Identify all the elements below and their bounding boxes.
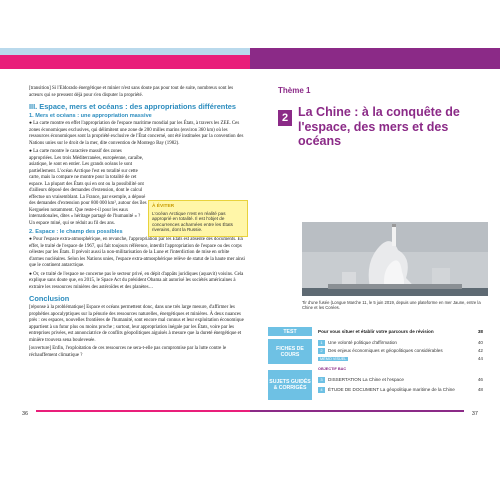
toc-fiche-1-number: 1 xyxy=(318,340,325,346)
subsection-2-title: 2. Espace : le champ des possibles xyxy=(29,229,123,235)
photo-caption: Tir d'une fusée (Longue Marche 11, le 5 juin 2019, depuis une plateforme en mer Jaune, entre la Chine et les Corées. xyxy=(302,300,481,311)
toc-memo[interactable] xyxy=(318,356,483,363)
chapter-number: 2 xyxy=(278,110,292,126)
transition-paragraph: [transition] Si l'Eldorado énergétique et minier n'est sans doute pas pour tout de suite, nombreux sont les acteurs qui se pressent déjà pour s'en disputer la propriété. xyxy=(29,86,234,98)
section-title: III. Espace, mers et océans : des appropriations différentes xyxy=(29,102,237,111)
toc-test-line-page: 38 xyxy=(477,329,483,334)
left-page-number: 36 xyxy=(22,411,29,417)
avoid-note-heading: À ÉVITER xyxy=(152,204,175,209)
toc-objectif-bac: OBJECTIF BAC xyxy=(318,367,347,371)
paragraph-1: ● La carte montre en effet l'appropriation de l'espace maritime mondial par les États, à travers les ZEE. Ces zones économiques exclusives, qui délimitent une zone de 200 milles marins (environ 360 km) où les ressources économiques sont la propriété exclusive de l'État concerné, ont été instituées par la convention des Nations unies sur le droit de la mer, dite convention de Montego Bay (1982). xyxy=(29,121,244,146)
toc-sujet-2-label: ÉTUDE DE DOCUMENT La géopolitique maritime de la Chine xyxy=(328,387,455,392)
avoid-note-box xyxy=(148,200,248,237)
toc-memo-page: 44 xyxy=(477,356,483,361)
toc-test-line-label: Pour vous situer et établir votre parcours de révision xyxy=(318,329,434,334)
chapter-title: La Chine : à la conquête de l'espace, des mers et des océans xyxy=(298,105,460,148)
rocket-launch-photo xyxy=(302,222,488,296)
rocket-photo-illustration xyxy=(302,222,488,296)
toc-fiche-2-label: Des enjeux économiques et géopolitiques considérables xyxy=(328,348,443,353)
toc-sujet-1-label: DISSERTATION La Chine et l'espace xyxy=(328,377,404,382)
subsection-1-title: 1. Mers et océans : une appropriation massive xyxy=(29,113,152,119)
toc-sujet-2-page: 48 xyxy=(477,387,483,392)
left-top-band xyxy=(0,48,250,55)
paragraph-5: [réponse à la problématique] Espace et océans permettent donc, dans une très large mesure, d'affirmer les prophéties apocalyptiques sur la pénurie des ressources naturelles, énergétiques et minières. À deux nuances près : ces espaces, nouvelles frontières de l'humanité, sont encore mal connus et leur exploitation économique appartient à un futur plus ou moins proche ; surtout, leur appropriation inégale par les États, voire par les entreprises privées, est annonciatrice de conflits géopolitiques aiguisés à mesure que la dureté énergétique et minière trouvera sena boulevesée. xyxy=(29,305,244,343)
paragraph-3: ● Pour l'espace extra-atmosphérique, en revanche, l'appropriation par les États est absente des documents. En effet, le traité de l'espace de 1967, qui fait toujours référence, interdit l'appropriation de l'espace ou des corps célestes par les États. Il prévoit aussi la non-militarisation de la Lune et l'interdiction de mise en orbite d'armes nucléaires. Selon les Nations unies, l'espace extra-atmosphérique relève de statut de la haute mer ainsi que le continent antarctique. xyxy=(29,237,245,268)
toc-test-line[interactable] xyxy=(318,329,483,335)
toc-sujet-2[interactable] xyxy=(318,387,483,393)
right-bottom-bar xyxy=(250,410,464,412)
avoid-note-text: L'océan Arctique n'est en réalité pas approprié en totalité. Il est l'objet de concurrences acharnées entre les États riverains, dont la Russie. xyxy=(152,210,233,233)
left-bottom-bar xyxy=(36,410,250,412)
right-top-purple-bar xyxy=(250,48,500,69)
paragraph-2: ● La carte montre le caractère massif des zones appropriées. Les trois Méditerranées, européenne, caraïbe, asiatique, le sont en entier. Les grands océans le sont partiellement. L'océan Arctique l'est en totalité sur cette carte, mais la compare ne montre pour la totalité de cet espace. La plupart des États qui en ont ou la possibilité ont d'ailleurs déposé des demandes d'extension, dont le calcul effectue un vraisemblant. La France, par exemple, a déposé des demandes d'extension pour 800 000 km², autour des îles Kerguelen notamment. Que reste-t-il pour les eaux internationales, dites « héritage partagé de l'humanité » ? Un espace miné, qui se réduit au fil des ans. xyxy=(29,149,147,226)
toc-sujet-1[interactable] xyxy=(318,377,483,383)
paragraph-6: [ouverture] Enfin, l'exploitation de ces ressources ne sera-t-elle pas compromise par la lutte contre le réchauffement climatique ? xyxy=(29,346,227,358)
toc-fiche-1[interactable] xyxy=(318,340,483,346)
toc-tab-fiches[interactable]: FICHES DE COURS xyxy=(268,339,312,364)
toc-tab-sujets[interactable]: SUJETS GUIDÉS & CORRIGÉS xyxy=(268,370,312,400)
toc-fiche-2-number: 2 xyxy=(318,348,325,354)
toc-fiche-2-page: 42 xyxy=(477,348,483,353)
toc-sujet-2-number: 4 xyxy=(318,387,325,393)
toc-sujet-1-page: 46 xyxy=(477,377,483,382)
toc-fiche-2[interactable] xyxy=(318,348,483,354)
toc-sujet-1-number: 3 xyxy=(318,377,325,383)
left-top-magenta-band xyxy=(0,55,250,69)
paragraph-4: ● Or, ce traité de l'espace ne concerne pas le secteur privé, en dépit d'appâts juridiques (aquavit) voisins. Cela explique sans doute que, en 2015, le Space Act du président Obama ait autorisé les sociétés américaines à extraire les ressources minières des astéroïdes et des planètes… xyxy=(29,271,244,290)
toc-tab-test[interactable]: TEST xyxy=(268,327,312,336)
toc-memo-badge: MÉMO VISUEL xyxy=(320,357,347,361)
toc-fiche-1-page: 40 xyxy=(477,340,483,345)
toc-fiche-1-label: Une volonté politique d'affirmation xyxy=(328,340,397,345)
theme-label: Thème 1 xyxy=(278,86,311,95)
conclusion-title: Conclusion xyxy=(29,294,70,303)
right-page-number: 37 xyxy=(471,411,478,417)
